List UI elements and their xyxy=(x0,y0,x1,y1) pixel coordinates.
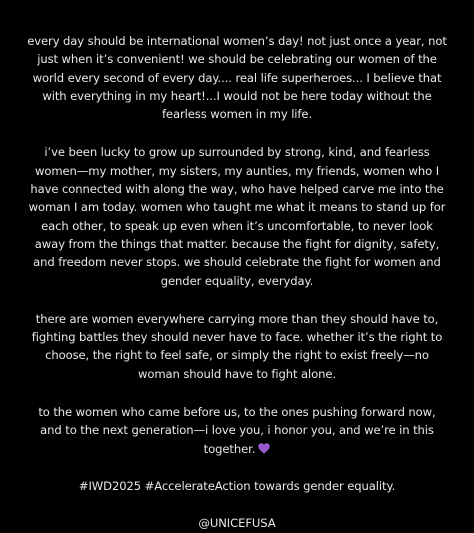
paragraph-dedication xyxy=(26,403,448,458)
purple-heart-icon xyxy=(258,443,270,454)
paragraph-women-everywhere: there are women everywhere carrying more than they should have to, fighting battles they should never have to face. whether it’s the right to choose, the right to feel safe, or simply the right to exist freely—no woman should have to fight alone. xyxy=(31,311,443,381)
dedication-text: to the women who came before us, to the ones pushing forward now, and to the next generation—i love you, i honor you, and we’re in this together. xyxy=(38,405,436,456)
spacer xyxy=(26,383,448,403)
spacer xyxy=(26,495,448,514)
mention-link[interactable]: @UNICEFUSA xyxy=(198,516,276,531)
spacer xyxy=(26,123,448,143)
spacer xyxy=(26,290,448,310)
paragraph-intro: every day should be international women’s day! not just once a year, not just when it’s convenient! we should be celebrating our women of the world every second of every day.... real life superheroes... I believe that with everything in my heart!...I would not be here today without the fearless women in my life. xyxy=(27,34,447,122)
hashtags: #IWD2025 #AccelerateAction towards gender equality. xyxy=(78,478,396,493)
spacer xyxy=(26,458,448,477)
paragraph-upbringing: i’ve been lucky to grow up surrounded by strong, kind, and fearless women—my mother, my sisters, my aunties, my friends, women who I have connected with along the way, who have helped carve me into the woman I am today. women who taught me what it means to stand up for each other, to speak up even when it’s uncomfortable, to never look away from the things that matter. because the fight for dignity, safety, and freedom never stops. we should celebrate the fight for women and gender equality, everyday. xyxy=(28,145,446,288)
